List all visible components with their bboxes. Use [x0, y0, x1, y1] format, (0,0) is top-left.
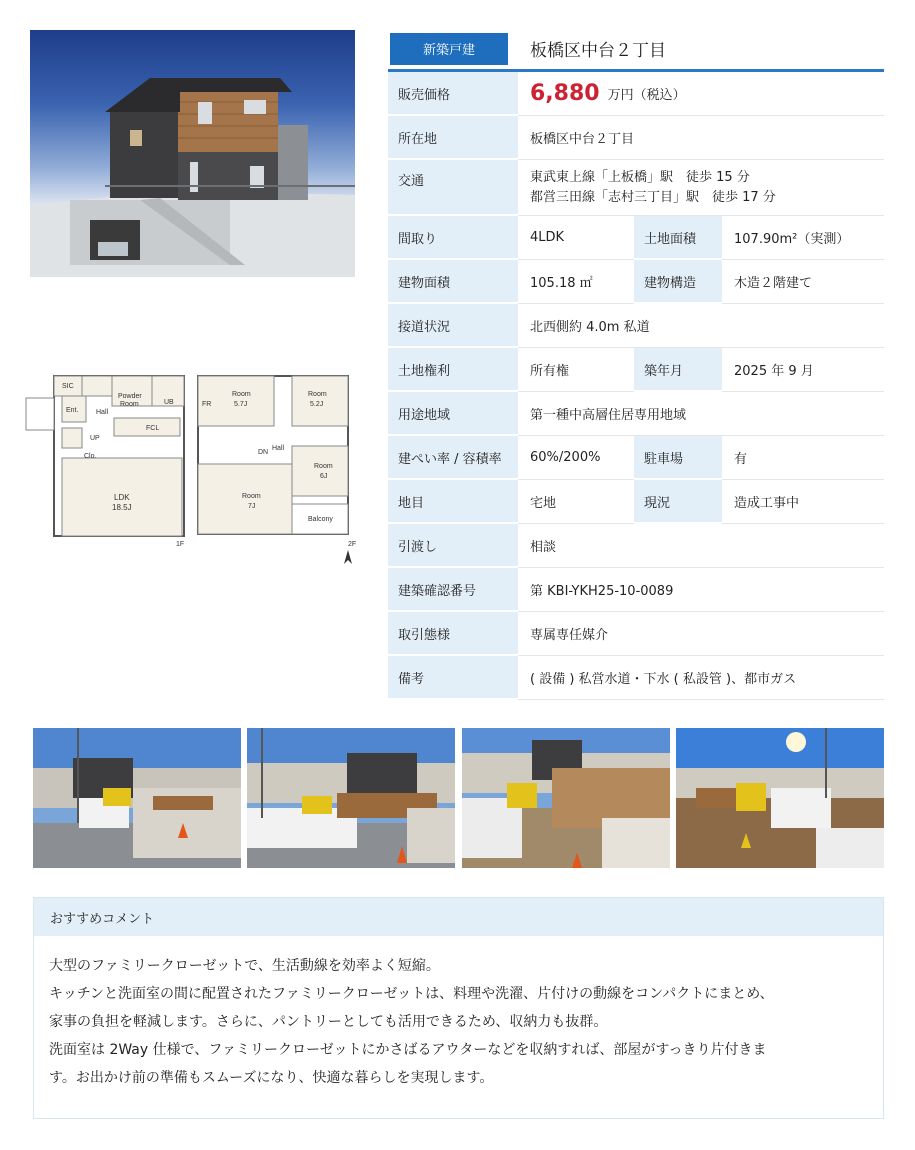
- label-fcl: FCL: [146, 425, 160, 432]
- label-room-a: Room: [232, 391, 251, 398]
- handover-value: 相談: [518, 524, 884, 568]
- row-transaction: [388, 612, 884, 656]
- label-ldk-size: 18.5J: [112, 503, 132, 512]
- property-title: 板橋区中台２丁目: [530, 41, 666, 61]
- row-remarks: [388, 656, 884, 700]
- site-photo-1: [33, 728, 241, 868]
- label-powder-room: Room: [120, 401, 139, 408]
- row-handover: [388, 524, 884, 568]
- land-right-value: 所有権: [518, 348, 634, 392]
- land-area-label: 土地面積: [634, 216, 722, 260]
- price-unit: 万円（税込）: [607, 88, 686, 103]
- parking-label: 駐車場: [634, 436, 722, 480]
- label-room-d-size: 7J: [248, 503, 256, 510]
- floor-plan-drawing: [22, 368, 362, 568]
- access-line-2: 都営三田線「志村三丁目」駅 徒歩 17 分: [530, 189, 776, 205]
- label-up: UP: [90, 435, 100, 442]
- site-photo-3: [462, 728, 670, 868]
- label-sic: SIC: [62, 383, 74, 390]
- label-hall-1f: Hall: [96, 409, 109, 416]
- transaction-value: 専属専任媒介: [518, 612, 884, 656]
- row-ratio: [388, 436, 884, 480]
- building-area-value: 105.18 ㎡: [518, 260, 634, 304]
- parking-value: 有: [722, 436, 884, 480]
- permit-value: 第 KBI-YKH25-10-0089: [518, 568, 884, 612]
- row-permit: [388, 568, 884, 612]
- spec-header: [388, 28, 884, 72]
- building-area-label: 建物面積: [388, 260, 518, 304]
- row-building: [388, 260, 884, 304]
- label-2f: 2F: [348, 541, 357, 548]
- permit-label: 建築確認番号: [388, 568, 518, 612]
- built-value: 2025 年 9 月: [722, 348, 884, 392]
- row-zoning: [388, 392, 884, 436]
- built-label: 築年月: [634, 348, 722, 392]
- ratio-value: 60%/200%: [518, 436, 634, 480]
- row-road: [388, 304, 884, 348]
- land-area-value: 107.90m²（実測）: [722, 216, 884, 260]
- comment-line-1: 大型のファミリークローゼットで、生活動線を効率よく短縮。: [49, 958, 440, 974]
- access-label: 交通: [388, 160, 518, 216]
- recommendation-comment: [33, 897, 884, 1119]
- transaction-label: 取引態様: [388, 612, 518, 656]
- address-value: 板橋区中台２丁目: [518, 116, 884, 160]
- price-value: 6,880: [530, 81, 600, 106]
- structure-value: 木造２階建て: [722, 260, 884, 304]
- label-ldk: LDK: [114, 493, 130, 502]
- house-illustration: [30, 30, 355, 277]
- road-value: 北西側約 4.0m 私道: [518, 304, 884, 348]
- layout-label: 間取り: [388, 216, 518, 260]
- ratio-label: 建ぺい率 / 容積率: [388, 436, 518, 480]
- structure-label: 建物構造: [634, 260, 722, 304]
- label-powder: Powder: [118, 393, 142, 400]
- label-fr: FR: [202, 401, 212, 408]
- comment-line-3: 家事の負担を軽減します。さらに、パントリーとしても活用できるため、収納力も抜群。: [49, 1014, 608, 1030]
- exterior-rendering-image: [30, 30, 355, 277]
- condition-label: 現況: [634, 480, 722, 524]
- row-address: [388, 116, 884, 160]
- label-ent: Ent.: [66, 407, 79, 414]
- comment-heading: おすすめコメント: [34, 898, 883, 936]
- address-label: 所在地: [388, 116, 518, 160]
- site-photo-4: [676, 728, 884, 868]
- label-room-b-size: 5.2J: [310, 401, 324, 408]
- label-balcony: Balcony: [308, 516, 333, 523]
- comment-line-4: 洗面室は 2Way 仕様で、ファミリークローゼットにかさばるアウターなどを収納すれば、部屋がすっきり片付きま: [49, 1042, 767, 1058]
- label-room-d: Room: [242, 493, 261, 500]
- price-value-cell: [518, 72, 884, 116]
- row-land-right: [388, 348, 884, 392]
- label-dn: DN: [258, 449, 269, 456]
- comment-line-2: キッチンと洗面室の間に配置されたファミリークローゼットは、料理や洗濯、片付けの動線をコンパクトにまとめ、: [49, 986, 774, 1002]
- handover-label: 引渡し: [388, 524, 518, 568]
- land-category-value: 宅地: [518, 480, 634, 524]
- row-layout: [388, 216, 884, 260]
- label-hall-2f: Hall: [272, 445, 285, 452]
- land-category-label: 地目: [388, 480, 518, 524]
- access-value: [518, 160, 884, 216]
- row-land-category: [388, 480, 884, 524]
- remarks-value: ( 設備 ) 私営水道・下水 ( 私設管 )、都市ガス: [518, 656, 884, 700]
- access-line-1: 東武東上線「上板橋」駅 徒歩 15 分: [530, 169, 750, 185]
- comment-body: [34, 936, 883, 1092]
- site-photo-2: [247, 728, 455, 868]
- zoning-value: 第一種中高層住居専用地域: [518, 392, 884, 436]
- property-type-badge: 新築戸建: [390, 33, 508, 65]
- label-room-c: Room: [314, 463, 333, 470]
- row-price: [388, 72, 884, 116]
- condition-value: 造成工事中: [722, 480, 884, 524]
- north-arrow-icon: [344, 550, 352, 564]
- zoning-label: 用途地域: [388, 392, 518, 436]
- site-photo-gallery: [33, 728, 884, 868]
- property-spec-table: [388, 28, 884, 700]
- comment-line-5: す。お出かけ前の準備もスムーズになり、快適な暮らしを実現します。: [49, 1070, 494, 1086]
- road-label: 接道状況: [388, 304, 518, 348]
- remarks-label: 備考: [388, 656, 518, 700]
- layout-value: 4LDK: [518, 216, 634, 260]
- floor-plan: [22, 368, 362, 568]
- label-clo-1f: Clo.: [84, 453, 97, 460]
- label-room-a-size: 5.7J: [234, 401, 248, 408]
- label-room-c-size: 6J: [320, 473, 328, 480]
- label-room-b: Room: [308, 391, 327, 398]
- label-1f: 1F: [176, 541, 185, 548]
- price-label: 販売価格: [388, 72, 518, 116]
- land-right-label: 土地権利: [388, 348, 518, 392]
- row-access: [388, 160, 884, 216]
- label-ub: UB: [164, 399, 174, 406]
